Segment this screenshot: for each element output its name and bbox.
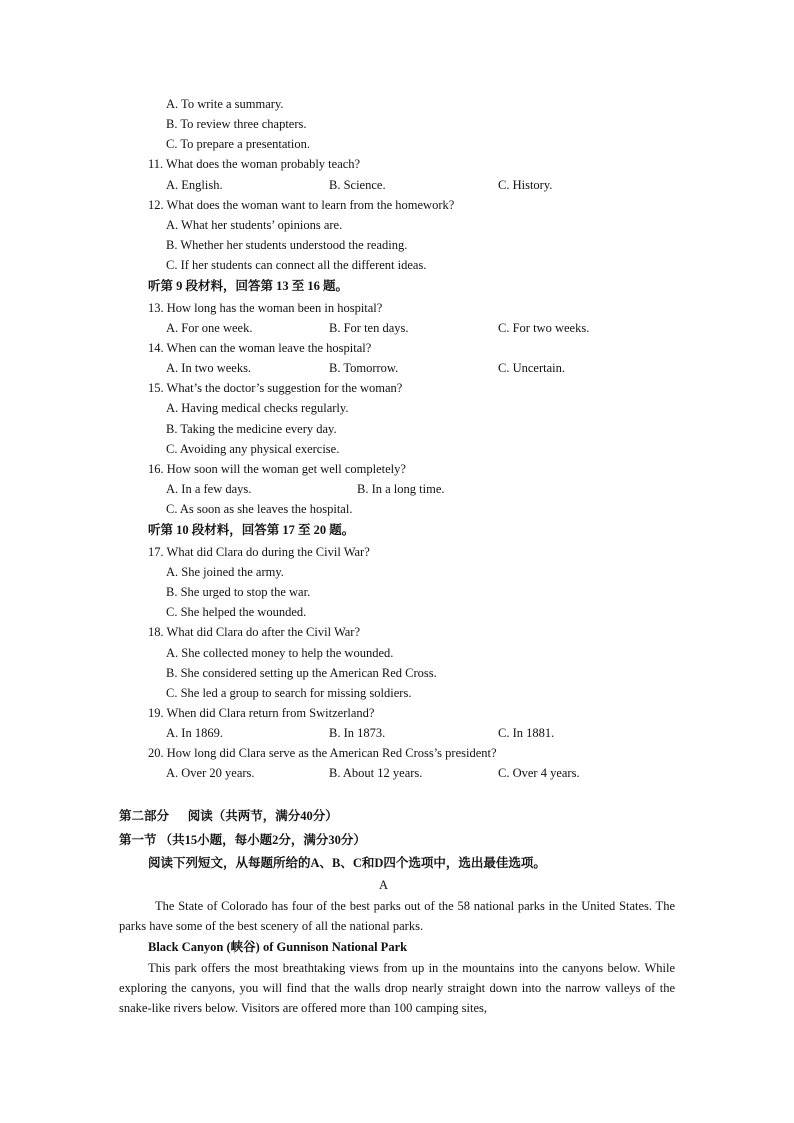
instruction: 阅读下列短文，从每题所给的A、B、C和D四个选项中，选出最佳选项。 <box>148 856 546 870</box>
q11-option-a: A. English. <box>166 178 223 192</box>
q16-option-b: B. In a long time. <box>357 482 445 496</box>
q14-option-a: A. In two weeks. <box>166 361 252 375</box>
passage-label: A <box>379 878 389 892</box>
q12-option-c: C. If her students can connect all the different ideas. <box>166 258 427 272</box>
paragraph-2: This park offers the most breathtaking views from up in the mountains into the canyons below. While exploring the canyons, you will find that the walls drop nearly straight down into the narrow valleys of the snake-like rivers below. Visitors are offered more than 100 camping sites, <box>119 961 675 1015</box>
q20-option-b: B. About 12 years. <box>329 766 423 780</box>
q13-option-c: C. For two weeks. <box>498 321 590 335</box>
q11-option-c: C. History. <box>498 178 553 192</box>
q12-option-a: A. What her students’ opinions are. <box>166 218 343 232</box>
q20-option-c: C. Over 4 years. <box>498 766 580 780</box>
q16-stem: 16. How soon will the woman get well completely? <box>148 462 406 476</box>
q17-option-a: A. She joined the army. <box>166 565 284 579</box>
q15-option-b: B. Taking the medicine every day. <box>166 422 337 436</box>
q11-option-b: B. Science. <box>329 178 386 192</box>
q18-option-b: B. She considered setting up the American Red Cross. <box>166 666 437 680</box>
q14-stem: 14. When can the woman leave the hospital? <box>148 341 372 355</box>
paragraph-1: The State of Colorado has four of the best parks out of the 58 national parks in the United States. The parks have some of the best scenery of all the national parks. <box>119 899 675 933</box>
q11-stem: 11. What does the woman probably teach? <box>148 157 361 171</box>
q18-option-a: A. She collected money to help the wounded. <box>166 646 394 660</box>
q17-option-c: C. She helped the wounded. <box>166 605 307 619</box>
q13-stem: 13. How long has the woman been in hospital? <box>148 301 383 315</box>
q19-option-b: B. In 1873. <box>329 726 386 740</box>
q18-option-c: C. She led a group to search for missing soldiers. <box>166 686 412 700</box>
q14-option-b: B. Tomorrow. <box>329 361 399 375</box>
q16-option-a: A. In a few days. <box>166 482 252 496</box>
q13-option-b: B. For ten days. <box>329 321 409 335</box>
q19-stem: 19. When did Clara return from Switzerland? <box>148 706 375 720</box>
part-2-title: 第二部分 阅读（共两节，满分40分） <box>119 809 338 823</box>
q19-option-a: A. In 1869. <box>166 726 223 740</box>
q17-stem: 17. What did Clara do during the Civil War? <box>148 545 370 559</box>
section-9-heading: 听第 9 段材料，回答第 13 至 16 题。 <box>148 279 349 293</box>
q12-stem: 12. What does the woman want to learn from the homework? <box>148 198 455 212</box>
q20-stem: 20. How long did Clara serve as the American Red Cross’s president? <box>148 746 497 760</box>
q10-option-a: A. To write a summary. <box>166 97 284 111</box>
q14-option-c: C. Uncertain. <box>498 361 565 375</box>
section-1-title: 第一节 （共15小题，每小题2分，满分30分） <box>119 833 366 847</box>
q18-stem: 18. What did Clara do after the Civil War? <box>148 625 361 639</box>
q15-option-a: A. Having medical checks regularly. <box>166 401 349 415</box>
q19-option-c: C. In 1881. <box>498 726 555 740</box>
q12-option-b: B. Whether her students understood the reading. <box>166 238 408 252</box>
q20-option-a: A. Over 20 years. <box>166 766 255 780</box>
q17-option-b: B. She urged to stop the war. <box>166 585 311 599</box>
q15-stem: 15. What’s the doctor’s suggestion for the woman? <box>148 381 403 395</box>
q15-option-c: C. Avoiding any physical exercise. <box>166 442 340 456</box>
q13-option-a: A. For one week. <box>166 321 253 335</box>
q10-option-b: B. To review three chapters. <box>166 117 307 131</box>
passage-heading: Black Canyon (峡谷) of Gunnison National Park <box>148 940 408 954</box>
q16-option-c: C. As soon as she leaves the hospital. <box>166 502 353 516</box>
section-10-heading: 听第 10 段材料，回答第 17 至 20 题。 <box>148 523 355 537</box>
q10-option-c: C. To prepare a presentation. <box>166 137 310 151</box>
